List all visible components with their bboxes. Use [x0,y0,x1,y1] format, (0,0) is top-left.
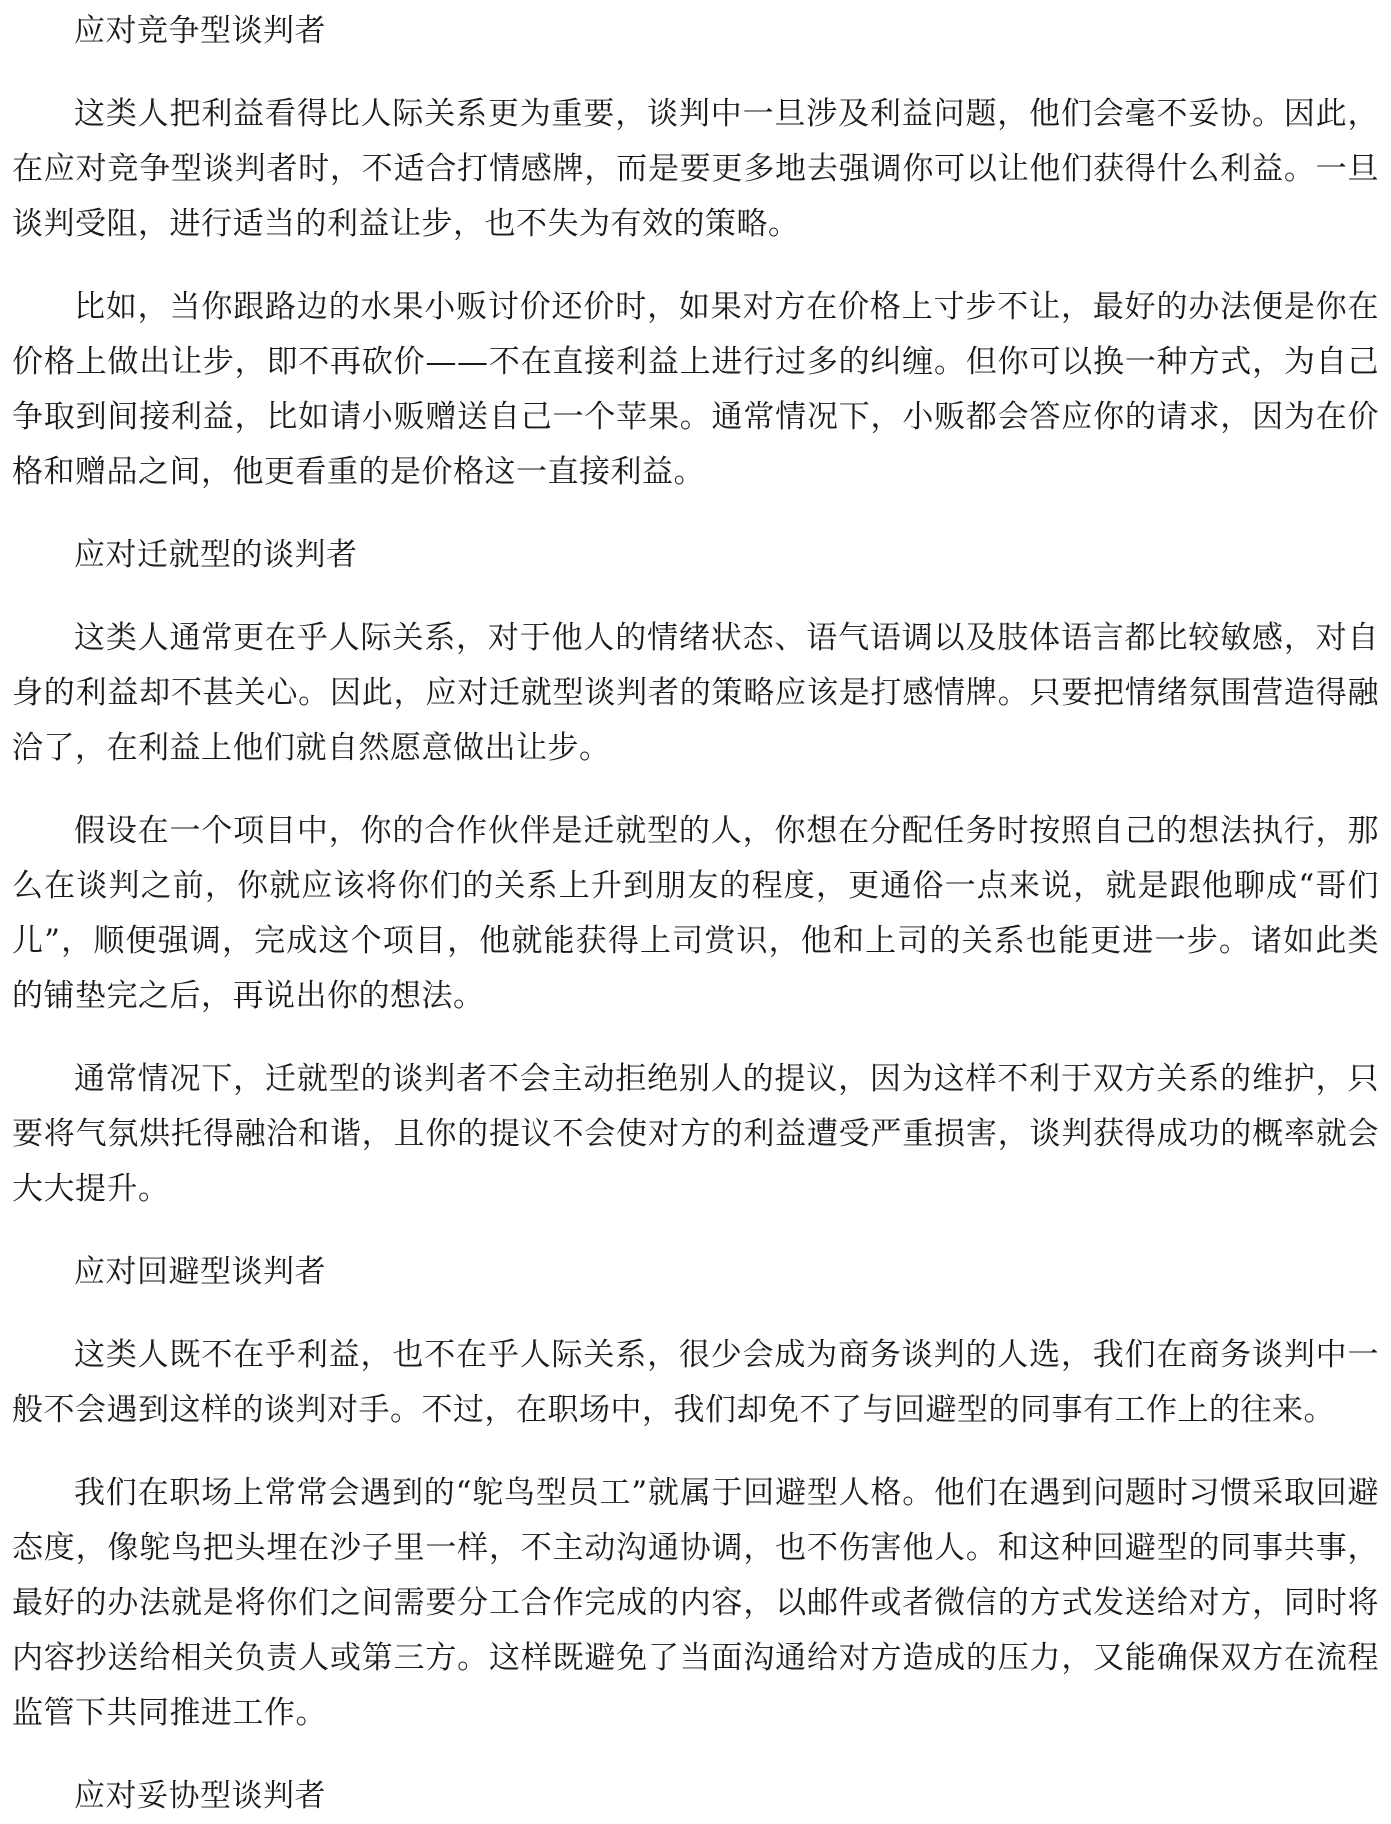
paragraph: 我们在职场上常常会遇到的“鸵鸟型员工”就属于回避型人格。他们在遇到问题时习惯采取回避态度，像鸵鸟把头埋在沙子里一样，不主动沟通协调，也不伤害他人。和这种回避型的同事共事，最好的办法就是将你们之间需要分工合作完成的内容，以邮件或者微信的方式发送给对方，同时将内容抄送给相关负责人或第三方。这样既避免了当面沟通给对方造成的压力，又能确保双方在流程监管下共同推进工作。 [12,1475,1379,1731]
section-heading-competitive: 应对竞争型谈判者 [74,13,326,49]
paragraph: 通常情况下，迁就型的谈判者不会主动拒绝别人的提议，因为这样不利于双方关系的维护，只要将气氛烘托得融洽和谐，且你的提议不会使对方的利益遭受严重损害，谈判获得成功的概率就会大大提升。 [12,1061,1379,1207]
paragraph: 这类人把利益看得比人际关系更为重要，谈判中一旦涉及利益问题，他们会毫不妥协。因此，在应对竞争型谈判者时，不适合打情感牌，而是要更多地去强调你可以让他们获得什么利益。一旦谈判受阻，进行适当的利益让步，也不失为有效的策略。 [12,96,1379,242]
paragraph: 假设在一个项目中，你的合作伙伴是迁就型的人，你想在分配任务时按照自己的想法执行，那么在谈判之前，你就应该将你们的关系上升到朋友的程度，更通俗一点来说，就是跟他聊成“哥们儿”，顺便强调，完成这个项目，他就能获得上司赏识，他和上司的关系也能更进一步。诸如此类的铺垫完之后，再说出你的想法。 [12,813,1379,1014]
paragraph: 这类人通常更在乎人际关系，对于他人的情绪状态、语气语调以及肢体语言都比较敏感，对自身的利益却不甚关心。因此，应对迁就型谈判者的策略应该是打感情牌。只要把情绪氛围营造得融洽了，在利益上他们就自然愿意做出让步。 [12,620,1379,766]
section-heading-accommodating: 应对迁就型的谈判者 [74,537,358,573]
paragraph: 这类人既不在乎利益，也不在乎人际关系，很少会成为商务谈判的人选，我们在商务谈判中一般不会遇到这样的谈判对手。不过，在职场中，我们却免不了与回避型的同事有工作上的往来。 [12,1337,1379,1428]
section-heading-compromising: 应对妥协型谈判者 [74,1778,326,1814]
section-heading-avoiding: 应对回避型谈判者 [74,1254,326,1290]
paragraph: 比如，当你跟路边的水果小贩讨价还价时，如果对方在价格上寸步不让，最好的办法便是你在价格上做出让步，即不再砍价——不在直接利益上进行过多的纠缠。但你可以换一种方式，为自己争取到间接利益，比如请小贩赠送自己一个苹果。通常情况下，小贩都会答应你的请求，因为在价格和赠品之间，他更看重的是价格这一直接利益。 [12,289,1379,490]
